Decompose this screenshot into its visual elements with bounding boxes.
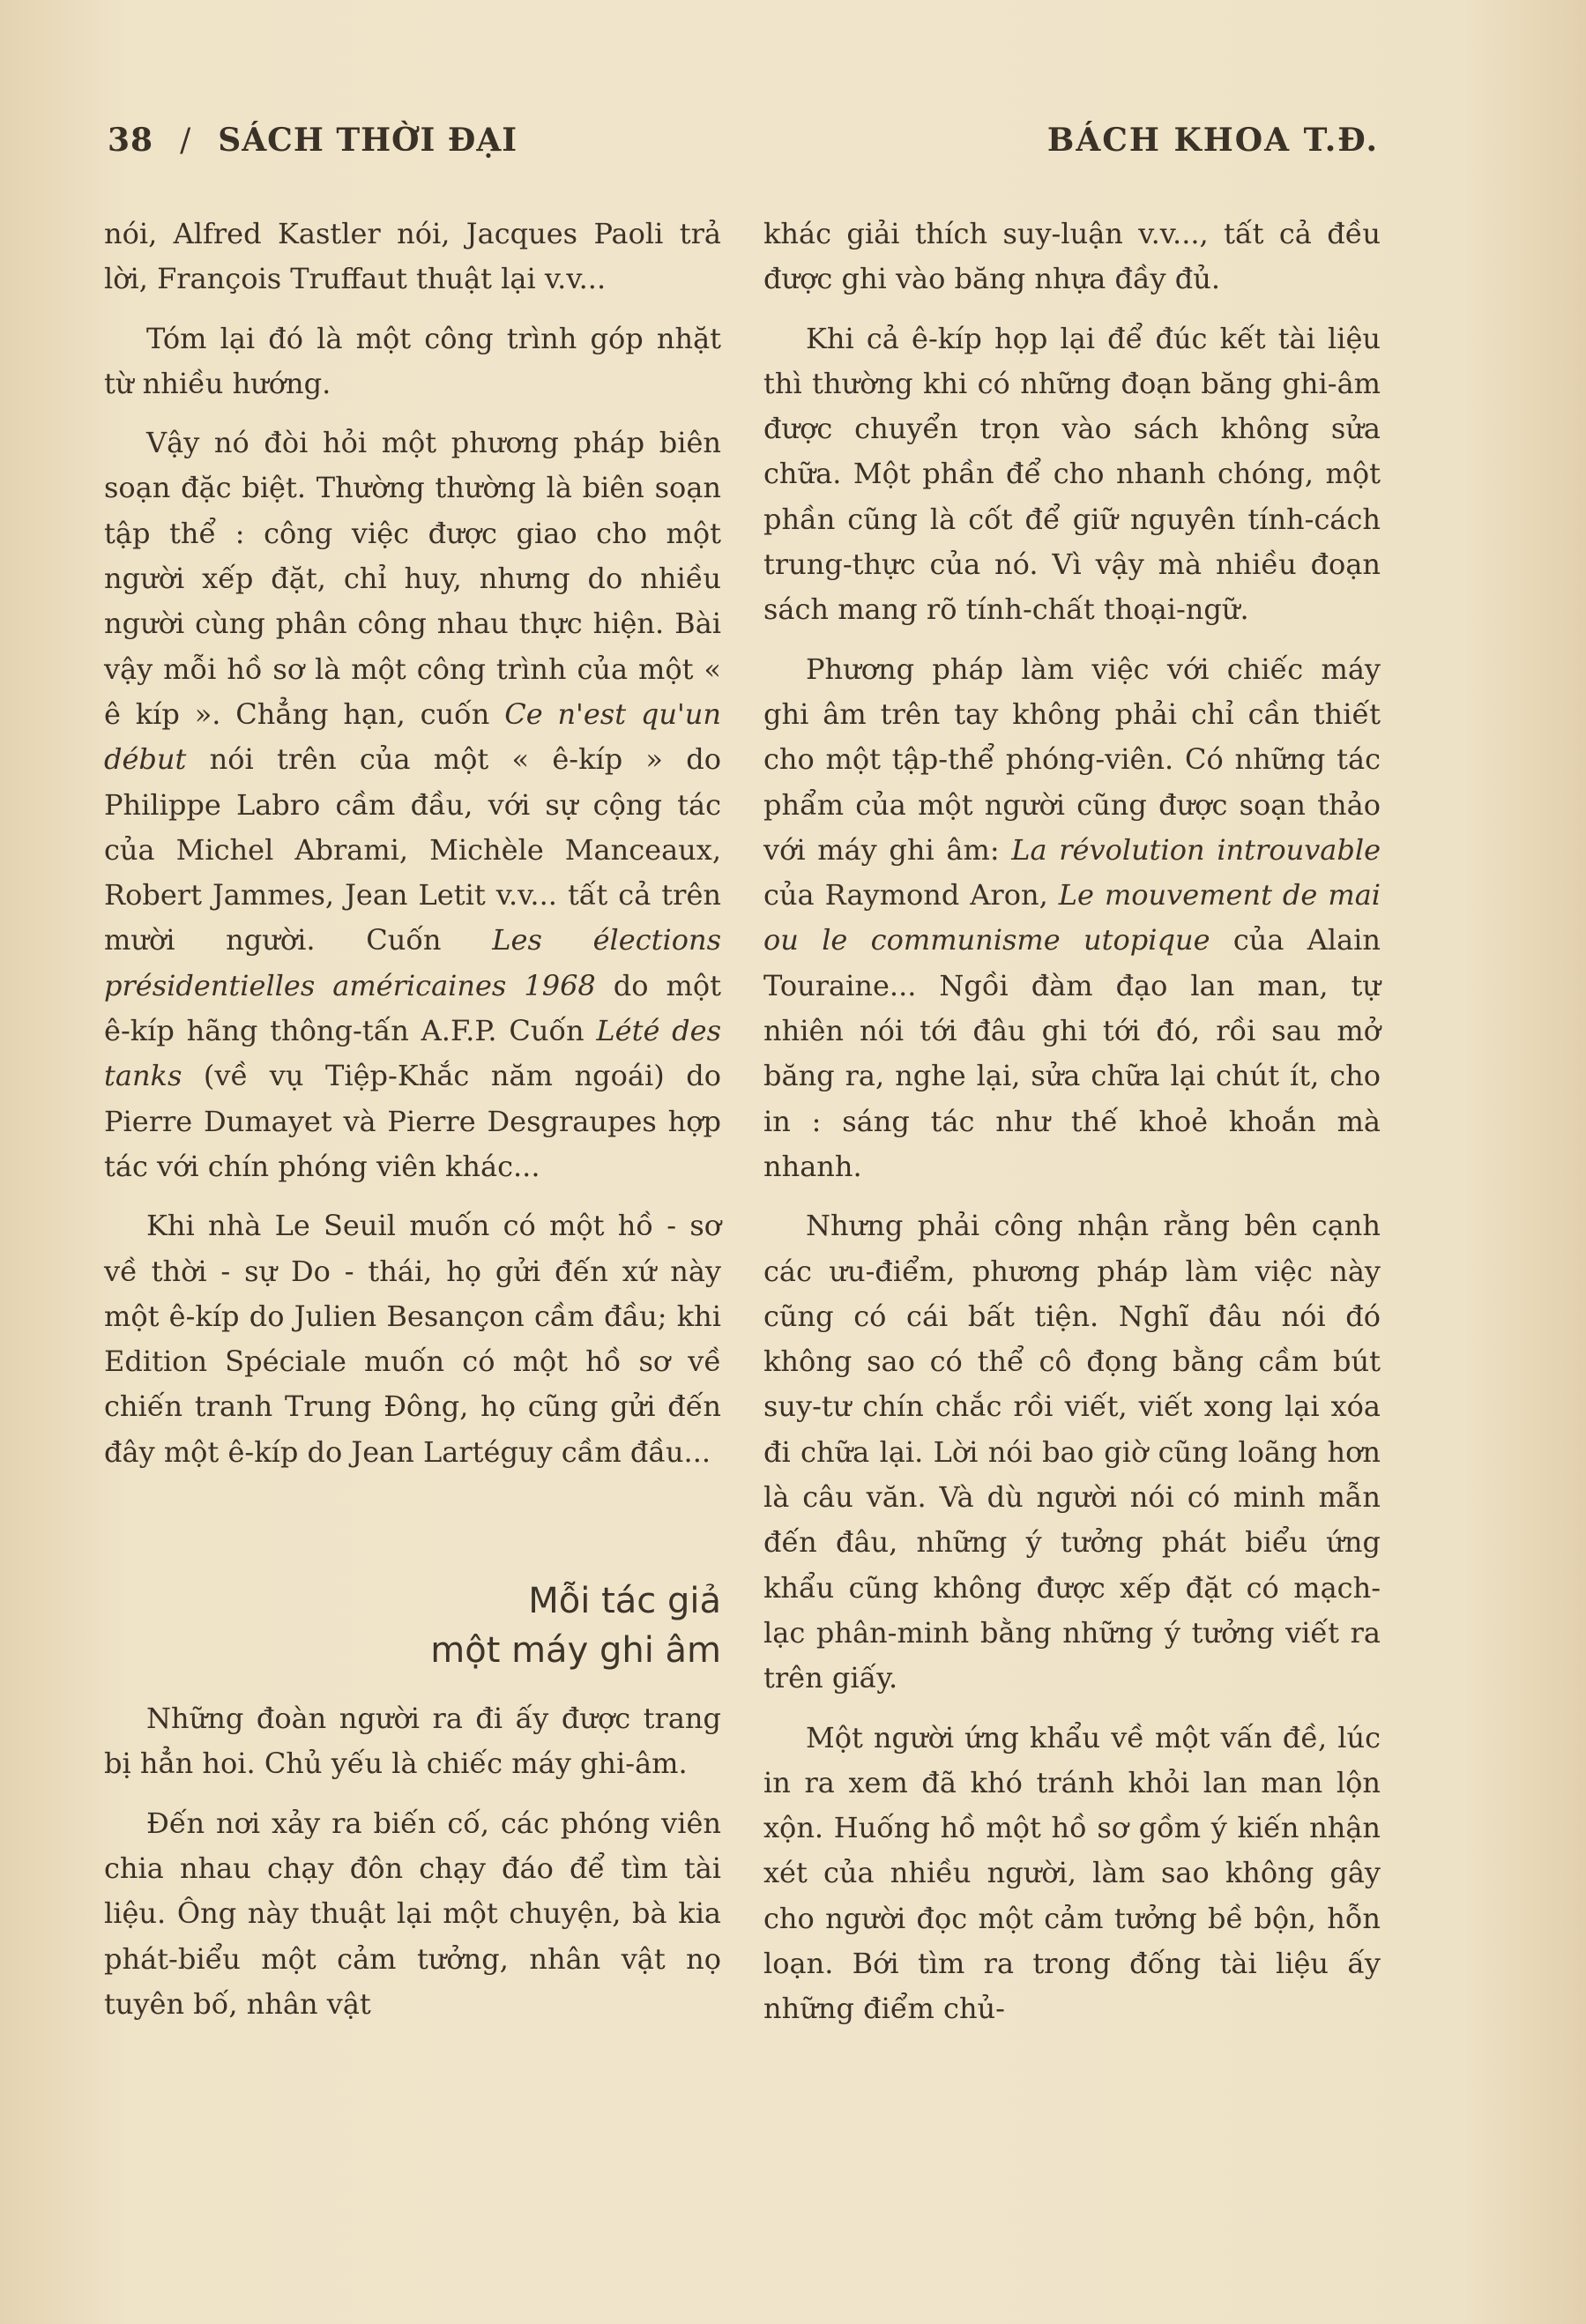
paragraph — [763, 647, 1381, 1190]
paragraph: Khi nhà Le Seuil muốn có một hồ - sơ về thời - sự Do - thái, họ gửi đến xứ này một ê-kíp do Julien Besançon cầm đầu; khi Edition Spéciale muốn có một hồ sơ về chiến tranh Trung Đông, họ cũng gửi đến đây một ê-kíp do Jean Lartéguy cầm đầu... — [104, 1209, 721, 1469]
text-run: nói trên của một « ê-kíp » do Philippe Labro cầm đầu, với sự cộng tác của Michel Abrami, Michèle Manceaux, Robert Jammes, Jean Letit v.v... tất cả trên mười người. Cuốn — [104, 742, 721, 957]
paragraph: Tóm lại đó là một công trình góp nhặt từ nhiều hướng. — [104, 321, 721, 400]
text-run: do một ê-kíp hãng thông-tấn A.F.P. Cuốn — [104, 968, 722, 1048]
header-left — [108, 122, 517, 159]
text-run: của Raymond Aron, — [763, 878, 1059, 912]
magazine-title: BÁCH KHOA T.Đ. — [1046, 122, 1379, 159]
right-column — [763, 212, 1381, 2032]
paragraph: Một người ứng khẩu về một vấn đề, lúc in ra xem đã khó tránh khỏi lan man lộn xộn. Huống hồ một hồ sơ gồm ý kiến nhận xét của nhiều người, làm sao không gây cho người đọc một cảm tưởng bề bộn, hỗn loạn. Bới tìm ra trong đống tài liệu ấy những điểm chủ- — [763, 1720, 1381, 2026]
section-title: SÁCH THỜI ĐẠI — [218, 122, 518, 159]
paragraph — [104, 421, 721, 1189]
page-number: 38 — [108, 122, 154, 159]
page-header — [108, 122, 1379, 175]
book-title: Lété des tanks — [104, 1014, 722, 1093]
paragraph: Đến nơi xảy ra biến cố, các phóng viên chia nhau chạy đôn chạy đáo để tìm tài liệu. Ông này thuật lại một chuyện, bà kia phát-biểu một cảm tưởng, nhân vật nọ tuyên bố, nhân vật — [104, 1806, 721, 2021]
text-run: (về vụ Tiệp-Khắc năm ngoái) do Pierre Dumayet và Pierre Desgraupes hợp tác với chín phóng viên khác... — [104, 1059, 721, 1183]
book-title: Ce n'est qu'un début — [104, 696, 722, 777]
paragraph: nói, Alfred Kastler nói, Jacques Paoli trả lời, François Truffaut thuật lại v.v... — [104, 217, 721, 296]
text-run: của Alain Touraine... Ngồi đàm đạo lan man, tự nhiên nói tới đâu ghi tới đó, rồi sau mở băng ra, nghe lại, sửa chữa lại chút ít, cho in : sáng tác như thế khoẻ khoắn mà nhanh. — [763, 923, 1381, 1183]
book-title: Le mouvement de mai ou le communisme utopique — [763, 878, 1381, 957]
subheading-line: một máy ghi âm — [430, 1630, 721, 1672]
paragraph: Nhưng phải công nhận rằng bên cạnh các ưu-điểm, phương pháp làm việc này cũng có cái bất tiện. Nghĩ đâu nói đó không sao có thể cô đọng bằng cầm bút suy-tư chín chắc rồi viết, viết xong lại xóa đi chữa lại. Lời nói bao giờ cũng loãng hơn là câu văn. Và dù người nói có minh mẫn đến đâu, những ý tưởng phát biểu ứng khẩu cũng không được xếp đặt có mạch-lạc phân-minh bằng những ý tưởng viết ra trên giấy. — [763, 1209, 1381, 1695]
book-title: Les élections présidentielles américaines 1968 — [104, 923, 722, 1002]
text-run: Vậy nó đòi hỏi một phương pháp biên soạn đặc biệt. Thường thường là biên soạn tập thể : công việc được giao cho một người xếp đặt, chỉ huy, nhưng do nhiều người cùng phân công nhau thực hiện. Bài vậy mỗi hồ sơ là một công trình của một « ê kíp ». Chẳng hạn, cuốn — [104, 426, 721, 731]
paragraph: Những đoàn người ra đi ấy được trang bị hẳn hoi. Chủ yếu là chiếc máy ghi-âm. — [104, 1702, 721, 1781]
paragraph: Khi cả ê-kíp họp lại để đúc kết tài liệu thì thường khi có những đoạn băng ghi-âm được chuyển trọn vào sách không sửa chữa. Một phần để cho nhanh chóng, một phần cũng là cốt để giữ nguyên tính-cách trung-thực của nó. Vì vậy mà nhiều đoạn sách mang rõ tính-chất thoại-ngữ. — [763, 321, 1381, 627]
left-column — [104, 212, 721, 2027]
paragraph: khác giải thích suy-luận v.v..., tất cả đều được ghi vào băng nhựa đầy đủ. — [763, 217, 1381, 296]
subheading-line: Mỗi tác giả — [528, 1581, 721, 1622]
book-title: La révolution introuvable — [1011, 832, 1381, 867]
header-separator: / — [180, 123, 192, 159]
section-subheading — [104, 1576, 721, 1675]
text-run: Phương pháp làm việc với chiếc máy ghi âm trên tay không phải chỉ cần thiết cho một tập-thể phóng-viên. Có những tác phẩm của một người cũng được soạn thảo với máy ghi âm: — [763, 652, 1381, 867]
